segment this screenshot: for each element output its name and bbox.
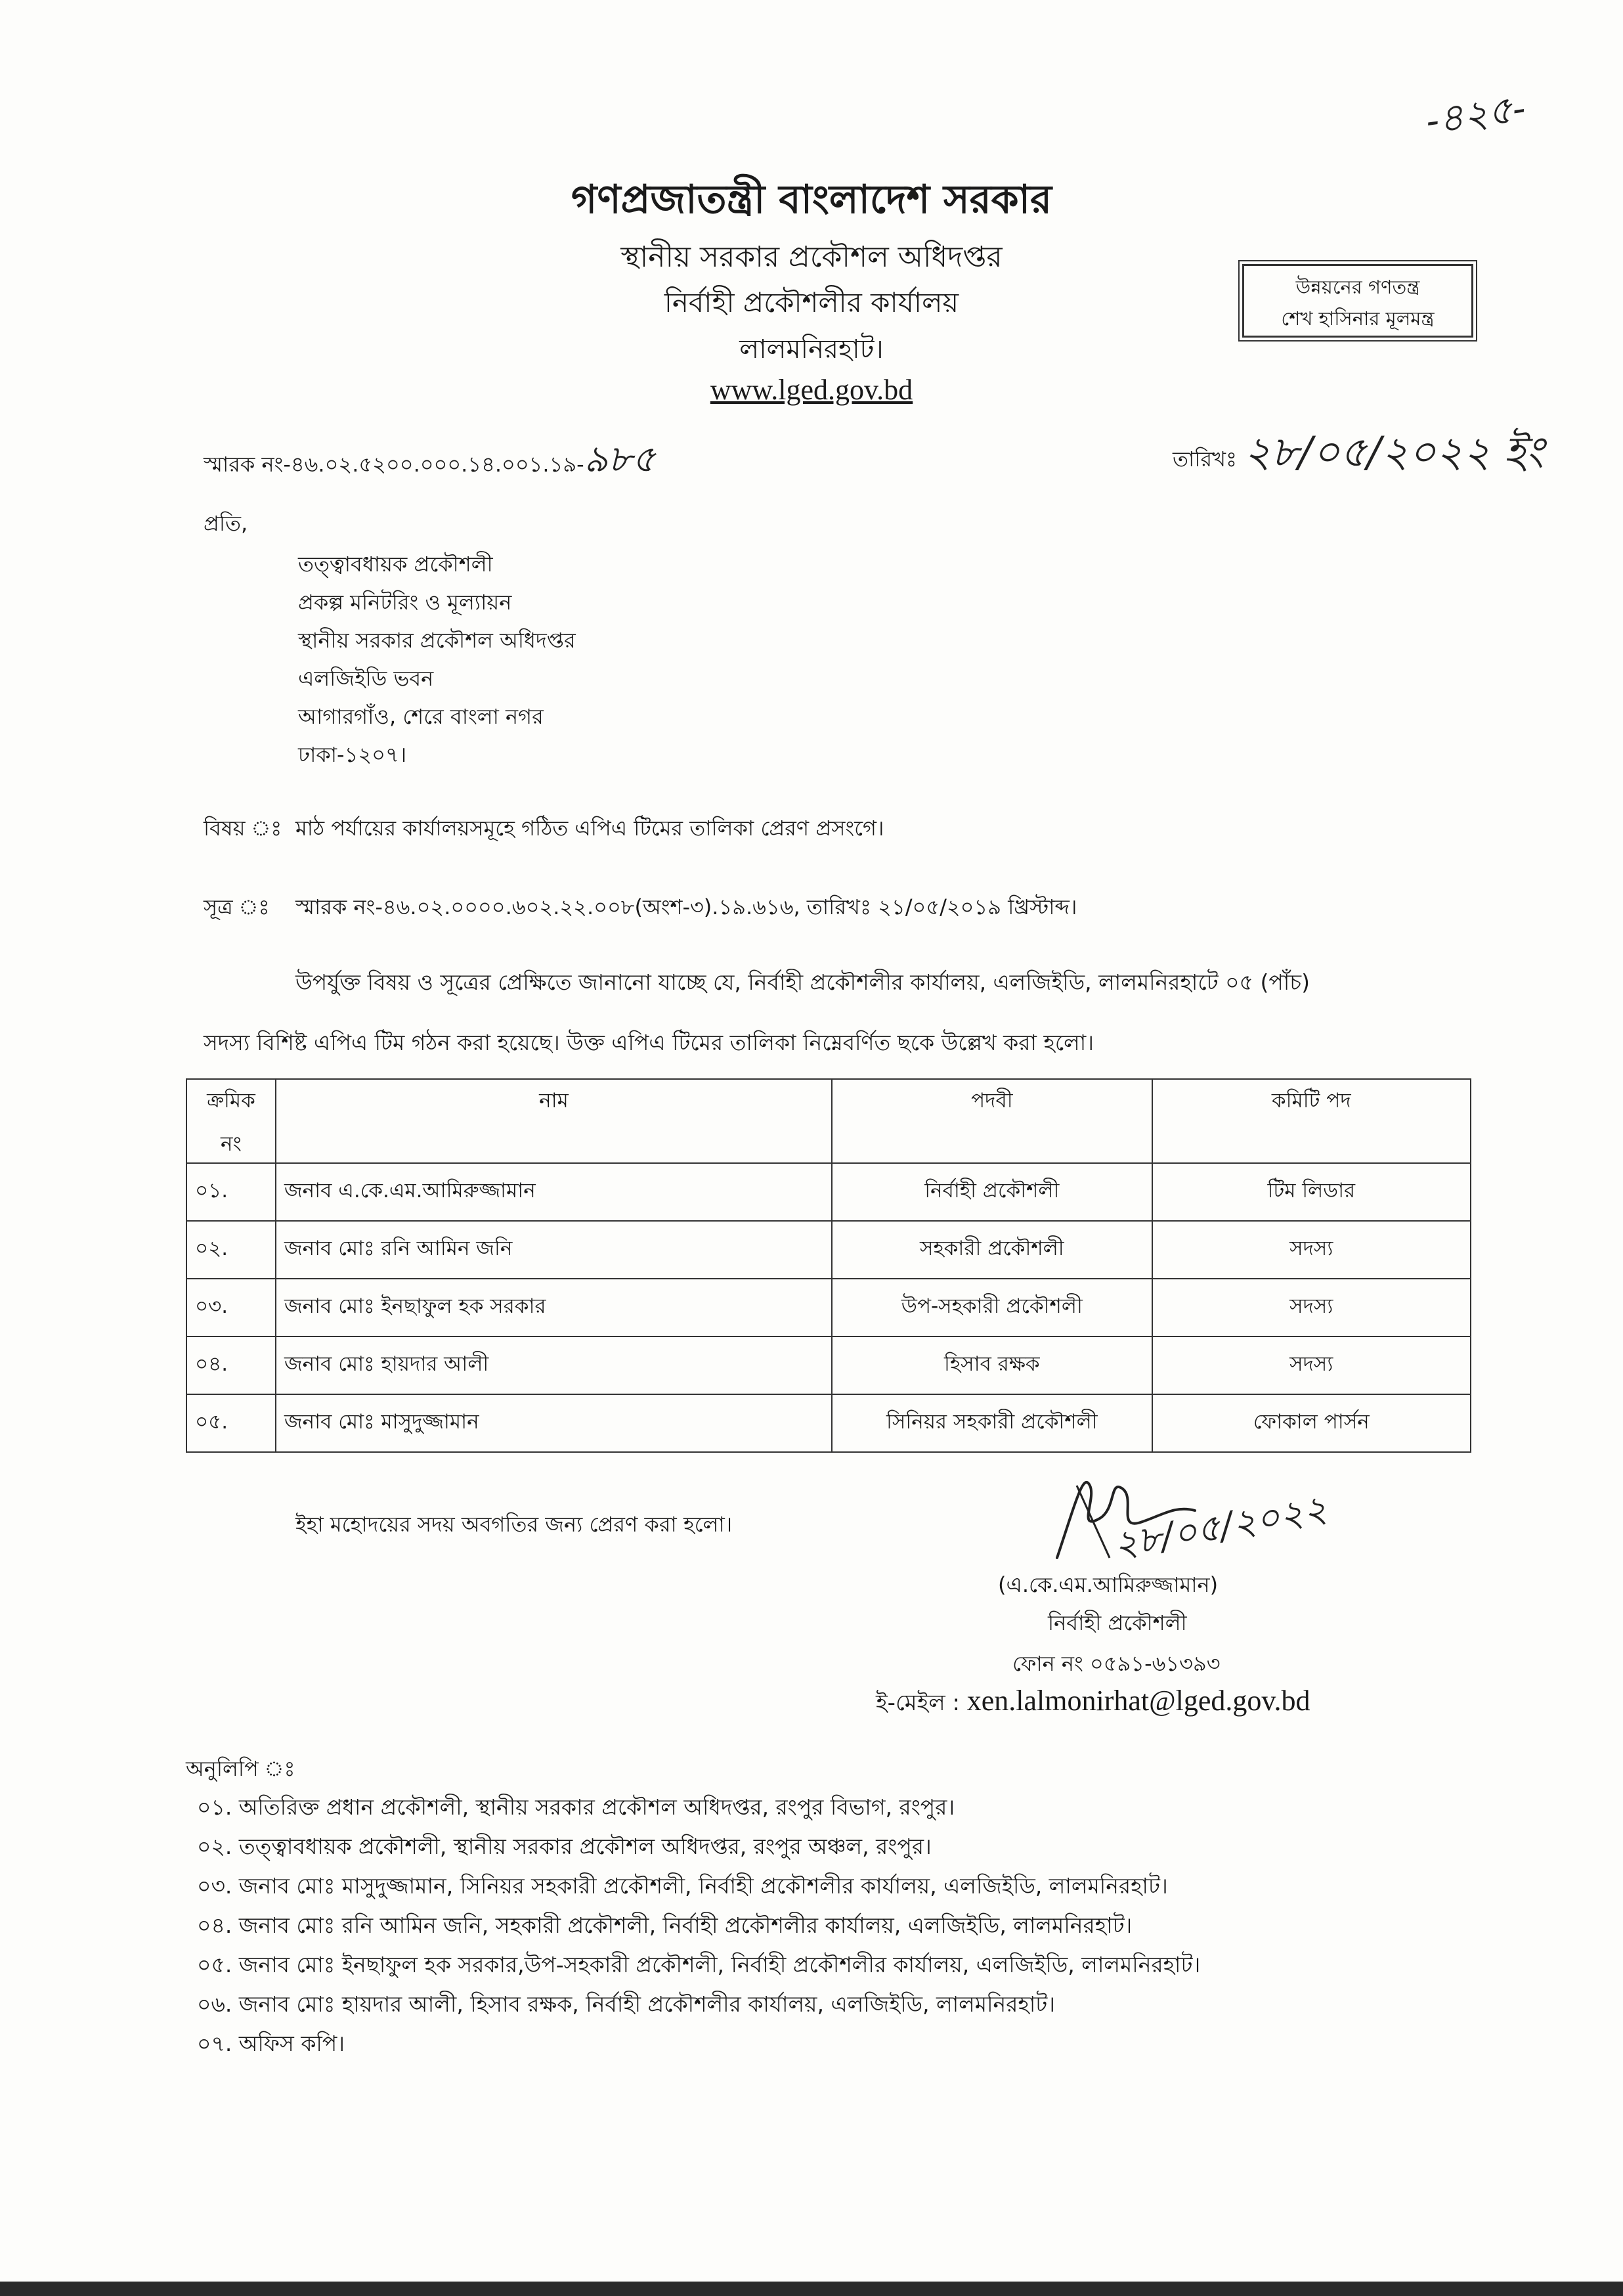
copy-item: ০২. তত্ত্বাবধায়ক প্রকৌশলী, স্থানীয় সরকার প্রকৌশল অধিদপ্তর, রংপুর অঞ্চল, রংপুর। xyxy=(197,1834,932,1859)
cell-serial: ০৪. xyxy=(186,1336,276,1394)
cell-designation: উপ-সহকারী প্রকৌশলী xyxy=(832,1279,1152,1336)
cell-designation: সহকারী প্রকৌশলী xyxy=(832,1221,1152,1279)
signatory-name: (এ.কে.এম.আমিরুজ্জামান) xyxy=(998,1572,1219,1597)
cell-role: টিম লিডার xyxy=(1152,1163,1471,1221)
recipient-line: তত্ত্বাবধায়ক প্রকৌশলী xyxy=(298,552,493,577)
cell-serial: ০৫. xyxy=(186,1394,276,1452)
district-name: লালমনিরহাট। xyxy=(739,334,884,364)
cell-role: সদস্য xyxy=(1152,1221,1471,1279)
table-row xyxy=(186,1163,1471,1221)
cell-designation: সিনিয়র সহকারী প্রকৌশলী xyxy=(832,1394,1152,1452)
cell-serial: ০১. xyxy=(186,1163,276,1221)
cell-name: জনাব মোঃ ইনছাফুল হক সরকার xyxy=(276,1279,832,1336)
cell-name: জনাব মোঃ রনি আমিন জনি xyxy=(276,1221,832,1279)
header-name: নাম xyxy=(276,1079,832,1163)
date-label: তারিখঃ xyxy=(1173,447,1238,472)
header-serial xyxy=(186,1079,276,1163)
cell-serial: ০৩. xyxy=(186,1279,276,1336)
cell-role: সদস্য xyxy=(1152,1336,1471,1394)
memo-date xyxy=(1173,420,1544,491)
apa-team-table xyxy=(186,1078,1471,1453)
slogan-line-2: শেখ হাসিনার মূলমন্ত্র xyxy=(1281,307,1435,330)
copy-item: ০১. অতিরিক্ত প্রধান প্রকৌশলী, স্থানীয় সরকার প্রকৌশল অধিদপ্তর, রংপুর বিভাগ, রংপুর। xyxy=(197,1794,955,1820)
memo-handwritten-number: ৯৮৫ xyxy=(584,438,656,481)
email-label: ই-মেইল : xyxy=(876,1690,960,1716)
closing-line: ইহা মহোদয়ের সদয় অবগতির জন্য প্রেরণ করা হলো। xyxy=(295,1512,733,1537)
cell-role: ফোকাল পার্সন xyxy=(1152,1394,1471,1452)
cell-role: সদস্য xyxy=(1152,1279,1471,1336)
department-name: স্থানীয় সরকার প্রকৌশল অধিদপ্তর xyxy=(620,240,1003,274)
cell-designation: হিসাব রক্ষক xyxy=(832,1336,1152,1394)
handwritten-date: ২৮/০৫/২০২২ ইং xyxy=(1244,428,1544,477)
table-row xyxy=(186,1336,1471,1394)
copy-item: ০৭. অফিস কপি। xyxy=(197,2031,345,2056)
body-paragraph-line-2: সদস্য বিশিষ্ট এপিএ টিম গঠন করা হয়েছে। উক্ত এপিএ টিমের তালিকা নিম্নেবর্ণিত ছকে উল্লেখ করা হলো। xyxy=(204,1030,1094,1055)
recipient-line: এলজিইডি ভবন xyxy=(298,666,434,691)
signatory-phone: ফোন নং ০৫৯১-৬১৩৯৩ xyxy=(1012,1651,1221,1676)
memo-number xyxy=(204,431,656,493)
cell-name: জনাব মোঃ হায়দার আলী xyxy=(276,1336,832,1394)
cell-designation: নির্বাহী প্রকৌশলী xyxy=(832,1163,1152,1221)
scan-edge-bar xyxy=(0,2282,1623,2296)
table-row xyxy=(186,1221,1471,1279)
header-serial-line-1: ক্রমিক xyxy=(207,1089,255,1113)
signatory-designation: নির্বাহী প্রকৌশলী xyxy=(1048,1610,1187,1635)
recipient-line: ঢাকা-১২০৭। xyxy=(298,742,407,767)
slogan-box xyxy=(1242,264,1473,338)
email-address[interactable]: xen.lalmonirhat@lged.gov.bd xyxy=(966,1685,1310,1717)
signature-date: ২৮/০৫/২০২২ xyxy=(1110,1487,1331,1567)
memo-prefix: স্মারক নং-৪৬.০২.৫২০০.০০০.১৪.০০১.১৯- xyxy=(204,452,584,477)
recipient-line: স্থানীয় সরকার প্রকৌশল অধিদপ্তর xyxy=(298,628,576,653)
copy-item: ০৪. জনাব মোঃ রনি আমিন জনি, সহকারী প্রকৌশলী, নির্বাহী প্রকৌশলীর কার্যালয়, এলজিইডি, লালমনিরহাট। xyxy=(197,1912,1133,1938)
recipient-line: আগারগাঁও, শেরে বাংলা নগর xyxy=(298,704,544,729)
copy-to-label: অনুলিপি ঃ xyxy=(186,1756,295,1781)
header-role: কমিটি পদ xyxy=(1152,1079,1471,1163)
subject-text: মাঠ পর্যায়ের কার্যালয়সমূহে গঠিত এপিএ টিমের তালিকা প্রেরণ প্রসংগে। xyxy=(295,816,884,841)
table-row xyxy=(186,1394,1471,1452)
header-designation: পদবী xyxy=(832,1079,1152,1163)
signatory-email xyxy=(876,1684,1310,1723)
subject-label: বিষয় ঃ xyxy=(204,816,282,841)
reference-label: সূত্র ঃ xyxy=(204,894,270,919)
body-paragraph-line-1: উপর্যুক্ত বিষয় ও সূত্রের প্রেক্ষিতে জানানো যাচ্ছে যে, নির্বাহী প্রকৌশলীর কার্যালয়, এলজিইডি, লালমনিরহাটে ০৫ (পাঁচ) xyxy=(295,969,1310,995)
cell-name: জনাব মোঃ মাসুদুজ্জামান xyxy=(276,1394,832,1452)
cell-name: জনাব এ.কে.এম.আমিরুজ্জামান xyxy=(276,1163,832,1221)
copy-item: ০৬. জনাব মোঃ হায়দার আলী, হিসাব রক্ষক, নির্বাহী প্রকৌশলীর কার্যালয়, এলজিইডি, লালমনিরহাট। xyxy=(197,1991,1056,2017)
copy-item: ০৩. জনাব মোঃ মাসুদুজ্জামান, সিনিয়র সহকারী প্রকৌশলী, নির্বাহী প্রকৌশলীর কার্যালয়, এলজিইডি, লালমনিরহাট। xyxy=(197,1873,1168,1899)
office-name: নির্বাহী প্রকৌশলীর কার্যালয় xyxy=(664,286,959,319)
reference-text: স্মারক নং-৪৬.০২.০০০০.৬০২.২২.০০৮(অংশ-৩).১৯.৬১৬, তারিখঃ ২১/০৫/২০১৯ খ্রিস্টাব্দ। xyxy=(295,894,1077,919)
slogan-line-1: উন্নয়নের গণতন্ত্র xyxy=(1295,276,1420,298)
government-title: গণপ্রজাতন্ত্রী বাংলাদেশ সরকার xyxy=(571,177,1052,223)
header-serial-line-2: নং xyxy=(221,1132,242,1156)
recipient-line: প্রকল্প মনিটরিং ও মূল্যায়ন xyxy=(298,590,512,615)
cell-serial: ০২. xyxy=(186,1221,276,1279)
website-link[interactable]: www.lged.gov.bd xyxy=(710,374,913,406)
signature-graphic xyxy=(1037,1459,1339,1571)
copy-item: ০৫. জনাব মোঃ ইনছাফুল হক সরকার,উপ-সহকারী প্রকৌশলী, নির্বাহী প্রকৌশলীর কার্যালয়, এলজিইডি, লালমনিরহাট। xyxy=(197,1952,1201,1977)
table-header-row xyxy=(186,1079,1471,1163)
table-row xyxy=(186,1279,1471,1336)
recipient-to: প্রতি, xyxy=(204,511,248,536)
page-number: -৪২৫- xyxy=(1423,85,1528,144)
